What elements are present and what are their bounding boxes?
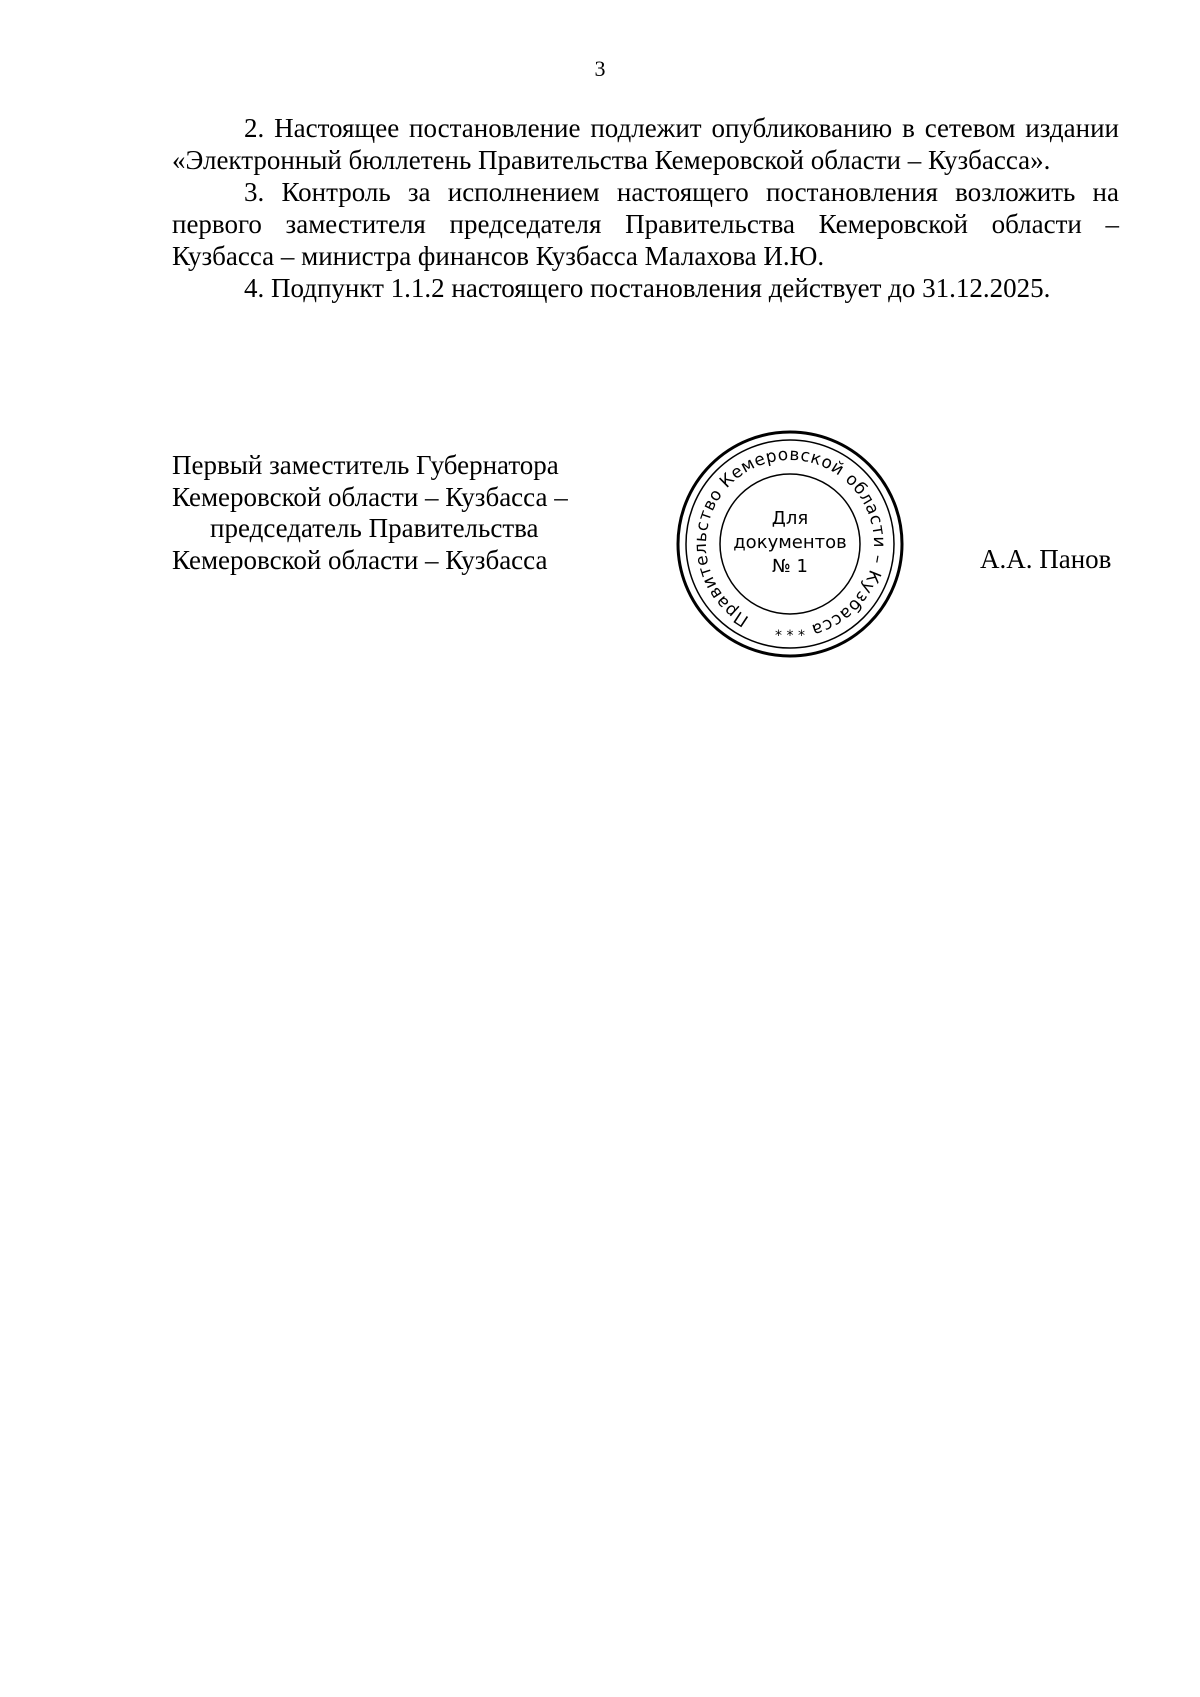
seal-bottom-mark: * * * [775, 628, 805, 644]
document-body [172, 112, 1119, 304]
seal-center-line: № 1 [772, 556, 808, 577]
signatory-position [172, 450, 612, 576]
signatory-name: А.А. Панов [980, 544, 1112, 574]
paragraph-validity: 4. Подпункт 1.1.2 настоящего постановления действует до 31.12.2025. [244, 273, 1051, 303]
signatory-position-line: председатель Правительства [210, 513, 539, 543]
official-seal [674, 428, 906, 660]
page-number: 3 [594, 56, 606, 81]
seal-center-line: Для [771, 508, 809, 529]
paragraph-control: 3. Контроль за исполнением настоящего постановления возложить на первого заместителя председателя Правительства Кемеровской области – Кузбасса – министра финансов Кузбасса Малахова И.Ю. [172, 177, 1119, 271]
paragraph-publication: 2. Настоящее постановление подлежит опубликованию в сетевом издании «Электронный бюллетень Правительства Кемеровской области – Кузбасса». [172, 113, 1119, 175]
seal-ring-text: Правительство Кемеровской области – Кузбасса [690, 444, 890, 640]
signatory-position-line: Первый заместитель Губернатора [172, 450, 559, 480]
signatory-position-line: Кемеровской области – Кузбасса – [172, 481, 568, 512]
signatory-position-line: Кемеровской области – Кузбасса [172, 544, 548, 575]
seal-center-line: документов [733, 532, 847, 553]
